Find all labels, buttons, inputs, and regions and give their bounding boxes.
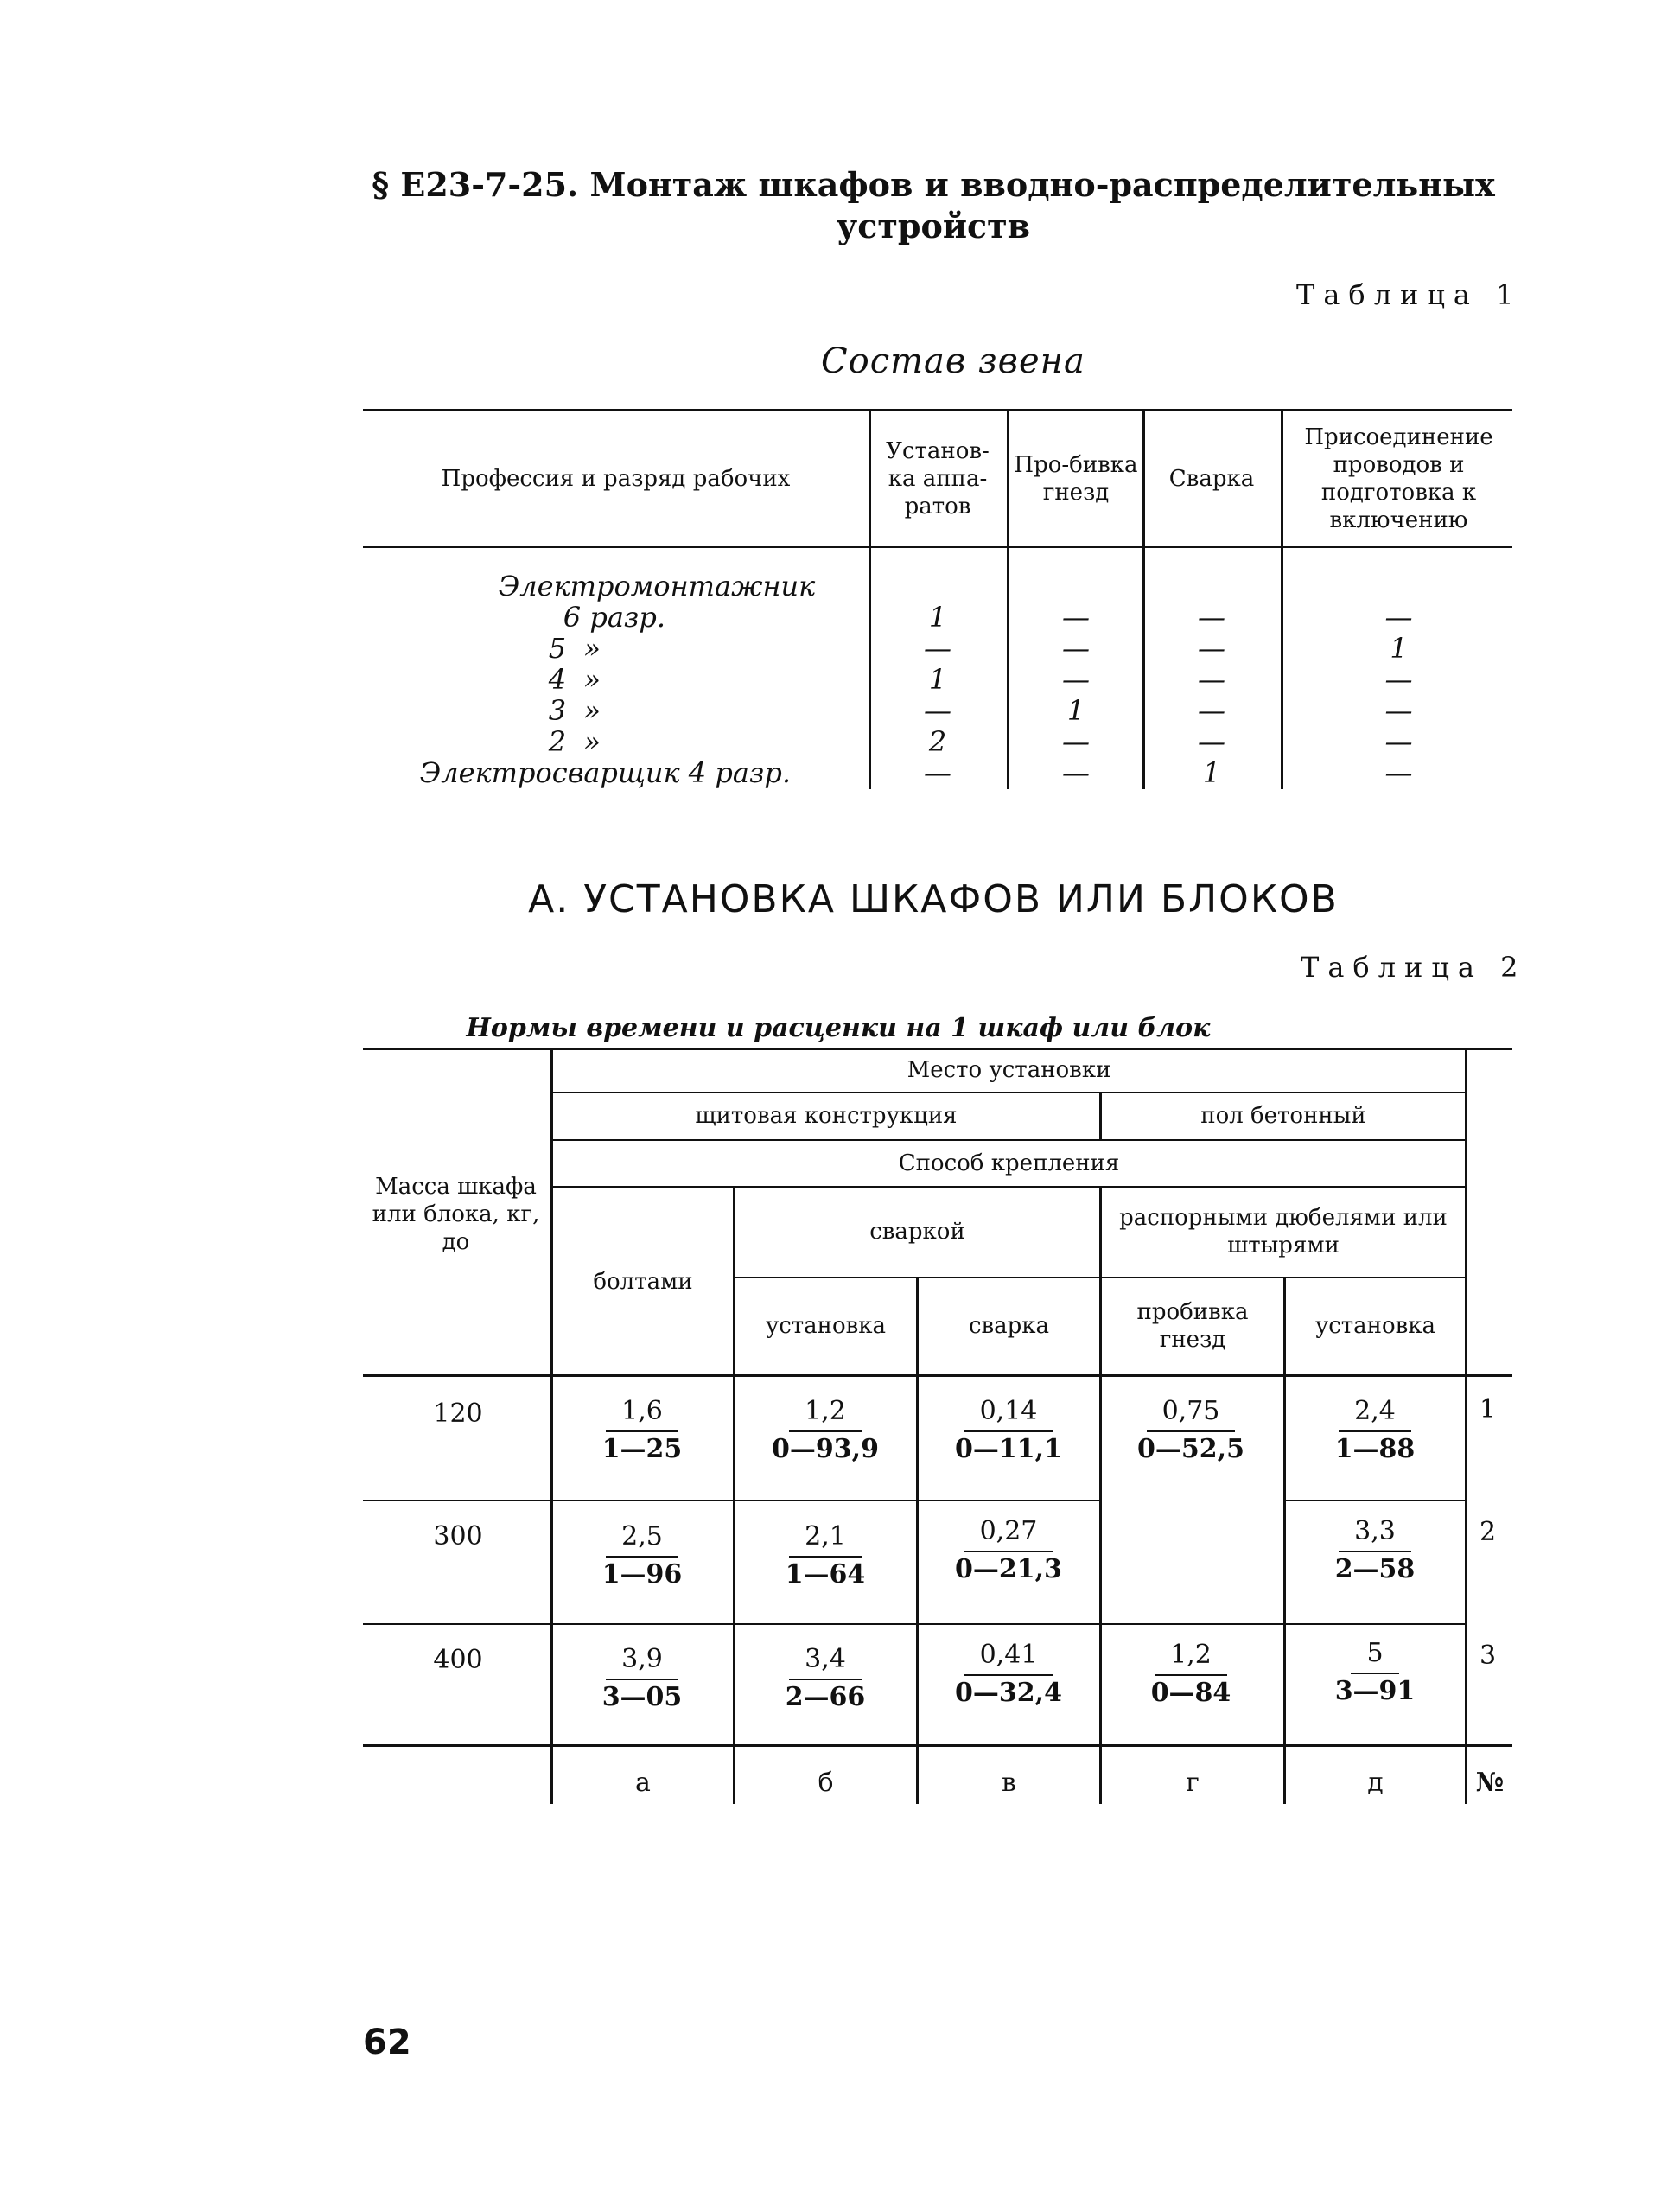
- table2-header-welding: сваркой: [869, 1219, 965, 1245]
- table2-header-bolts: болтами: [593, 1268, 693, 1295]
- table2-header-shield: щитовая конструкция: [695, 1103, 958, 1129]
- table2-header-punch: пробивка гнезд: [1136, 1299, 1249, 1353]
- table2-cell: $\frac{3,4}{2—66}$: [785, 1644, 866, 1712]
- table2-cell: $\frac{2,4}{1—88}$: [1334, 1396, 1416, 1464]
- table1-header-profession: Профессия и разряд рабочих: [441, 466, 791, 492]
- table1-row-name: 6 разр.: [563, 601, 665, 634]
- page-number: 62: [363, 2023, 411, 2062]
- table2-cell: $\frac{0,14}{0—11,1}$: [955, 1396, 1062, 1464]
- table1-header-punch: Про-бивка гнезд: [1014, 452, 1138, 506]
- table2-col-letter: б: [818, 1768, 834, 1798]
- table2-cell: $\frac{2,5}{1—96}$: [601, 1521, 683, 1590]
- table2-header-dowels: распорными дюбелями или штырями: [1119, 1205, 1448, 1258]
- table1-header-welding: Сварка: [1168, 466, 1255, 492]
- table2-header-install2: установка: [1314, 1313, 1436, 1339]
- table2-header-rule: [363, 1374, 1512, 1377]
- table1-row-name: Электромонтажник: [498, 570, 816, 602]
- table2-col-letter: г: [1186, 1768, 1200, 1798]
- table1-col-install: 1 — 1 — 2 —: [924, 601, 951, 789]
- table2-cell: $\frac{3,9}{3—05}$: [601, 1644, 683, 1712]
- table2-bottom-rule: [363, 1744, 1512, 1747]
- table2-cell: $\frac{5}{3—91}$: [1334, 1638, 1416, 1706]
- section-title: § Е23-7-25. Монтаж шкафов и вводно-распределительных устройств: [372, 165, 1495, 245]
- table2-cell: $\frac{1,2}{0—93,9}$: [772, 1396, 879, 1464]
- table2-row-mass: 120: [433, 1399, 483, 1429]
- table2-col-letter: а: [635, 1768, 651, 1798]
- table1-header-rule: [363, 546, 1512, 548]
- table1-divider-4: [1281, 409, 1283, 789]
- table2-header-floor: пол бетонный: [1200, 1103, 1366, 1129]
- section-a-title: А. УСТАНОВКА ШКАФОВ ИЛИ БЛОКОВ: [528, 877, 1339, 921]
- table2-row-rule-1b: [1283, 1500, 1465, 1501]
- table1-row-name: 2 »: [548, 725, 601, 758]
- table1-row-name: 4 »: [548, 663, 601, 696]
- table1-divider-1: [869, 409, 871, 789]
- table2-cell: $\frac{0,27}{0—21,3}$: [955, 1516, 1062, 1584]
- table1-row-name: 3 »: [548, 694, 601, 727]
- table2-col-letter: д: [1367, 1768, 1384, 1798]
- table1-divider-3: [1142, 409, 1145, 789]
- table1-divider-2: [1007, 409, 1009, 789]
- table1-header-connect: Присоединение проводов и подготовка к включению: [1304, 424, 1493, 533]
- table1-row-name: Электросварщик 4 разр.: [419, 756, 791, 789]
- table2-row-number: 3: [1480, 1641, 1497, 1671]
- table1-header-install: Установ-ка аппа-ратов: [886, 438, 990, 519]
- table2-row-rule-2: [363, 1623, 1465, 1625]
- table2-rule-method: [553, 1186, 1465, 1188]
- table2-col-letter: №: [1475, 1768, 1505, 1798]
- table2-label: Таблица 2: [1301, 951, 1527, 984]
- table2-cell: $\frac{1,6}{1—25}$: [601, 1396, 683, 1464]
- table2-row-mass: 400: [433, 1645, 483, 1675]
- table1-label: Таблица 1: [1296, 278, 1523, 311]
- table2-header-install: установка: [765, 1313, 887, 1339]
- table1-col-connect: — 1 — — — —: [1384, 601, 1413, 789]
- table2-col-letter: в: [1002, 1768, 1016, 1798]
- table1-caption: Состав звена: [821, 341, 1085, 381]
- table2-row-mass: 300: [433, 1521, 483, 1552]
- table2-row-number: 2: [1480, 1517, 1497, 1547]
- table1-col-punch: — — — 1 — —: [1062, 601, 1090, 789]
- table2-header-method: Способ крепления: [898, 1150, 1120, 1176]
- table2-cell: $\frac{0,41}{0—32,4}$: [955, 1640, 1062, 1708]
- table2-cell: $\frac{3,3}{2—58}$: [1334, 1516, 1416, 1584]
- table2-header-mass: Масса шкафа или блока, кг, до: [372, 1174, 540, 1255]
- table2-cell: $\frac{1,2}{0—84}$: [1150, 1640, 1231, 1708]
- table1-col-welding: — — — — — 1: [1198, 601, 1225, 789]
- table2-caption: Нормы времени и расценки на 1 шкаф или блок: [466, 1013, 1211, 1043]
- table2-cell: $\frac{2,1}{1—64}$: [785, 1521, 866, 1590]
- table2-header-place: Место установки: [907, 1057, 1111, 1083]
- table2-header-weld: сварка: [968, 1313, 1050, 1339]
- table1-professions: [363, 570, 847, 788]
- table2-cell: $\frac{0,75}{0—52,5}$: [1137, 1396, 1244, 1464]
- table2-row-rule-1a: [363, 1500, 1099, 1501]
- table2-row-number: 1: [1480, 1394, 1497, 1424]
- table1-row-name: 5 »: [548, 632, 601, 665]
